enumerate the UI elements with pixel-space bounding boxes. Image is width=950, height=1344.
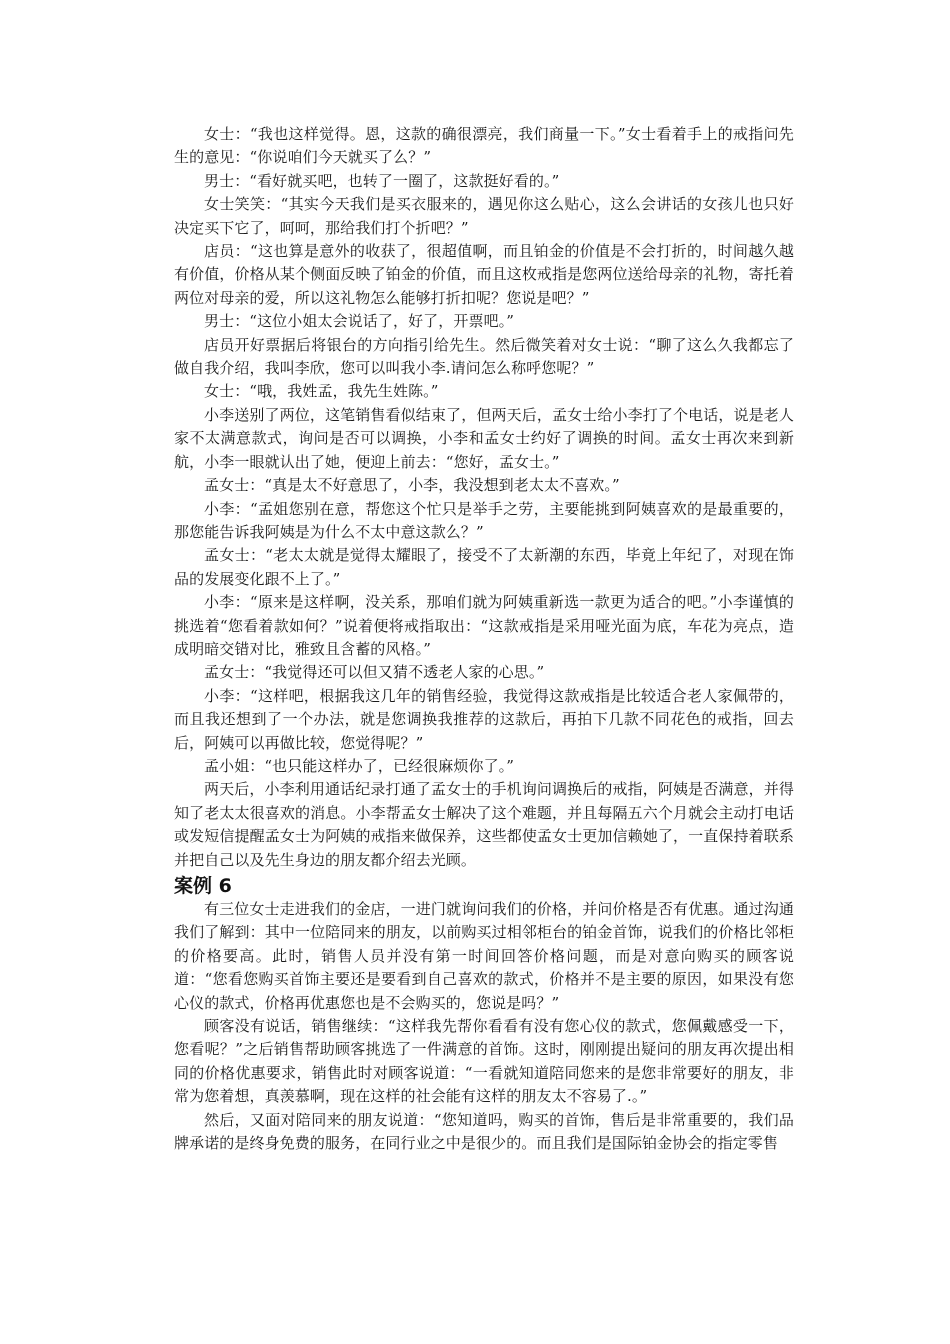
case-6-body — [174, 898, 794, 1155]
paragraph: 男士：“看好就买吧，也转了一圈了，这款挺好看的。” — [204, 171, 560, 190]
paragraph: 孟小姐：“也只能这样办了，已经很麻烦你了。” — [204, 756, 515, 775]
paragraph: 孟女士：“老太太就是觉得太耀眼了，接受不了太新潮的东西，毕竟上年纪了，对现在饰品的发展变化跟不上了。” — [174, 546, 794, 588]
paragraph: 女士：“我也这样觉得。恩，这款的确很漂亮，我们商量一下。”女士看着手上的戒指问先生的意见：“你说咱们今天就买了么？” — [174, 125, 794, 167]
paragraph: 顾客没有说话，销售继续：“这样我先帮你看看有没有您心仪的款式，您佩戴感受一下，您看呢？”之后销售帮助顾客挑选了一件满意的首饰。这时，刚刚提出疑问的朋友再次提出相同的价格优惠要求，销售此时对顾客说道：“一看就知道陪同您来的是您非常要好的朋友，非常为您着想，真羡慕啊，现在这样的社会能有这样的朋友太不容易了.。” — [174, 1017, 794, 1106]
case-5-continuation — [174, 123, 794, 872]
paragraph: 然后，又面对陪同来的朋友说道：“您知道吗，购买的首饰，售后是非常重要的，我们品牌承诺的是终身免费的服务，在同行业之中是很少的。而且我们是国际铂金协会的指定零售 — [174, 1110, 794, 1153]
paragraph: 有三位女士走进我们的金店，一进门就询问我们的价格，并问价格是否有优惠。通过沟通我们了解到：其中一位陪同来的朋友，以前购买过相邻柜台的铂金首饰，说我们的价格比邻柜的价格要高。此时，销售人员并没有第一时间回答价格问题，而是对意向购买的顾客说道：“您看您购买首饰主要还是要看到自己喜欢的款式，价格并不是主要的原因，如果没有您心仪的款式，价格再优惠您也是不会购买的，您说是吗？” — [174, 900, 794, 1012]
paragraph: 女士笑笑：“其实今天我们是买衣服来的，遇见你这么贴心，这么会讲话的女孩儿也只好决定买下它了，呵呵，那给我们打个折吧？” — [174, 195, 794, 237]
paragraph: 男士：“这位小姐太会说话了，好了，开票吧。” — [204, 312, 515, 331]
paragraph: 小李送别了两位，这笔销售看似结束了，但两天后，孟女士给小李打了个电话，说是老人家不太满意款式，询问是否可以调换，小李和孟女士约好了调换的时间。孟女士再次来到新航，小李一眼就认出了她，便迎上前去：“您好，孟女士。” — [174, 405, 794, 471]
document-body — [174, 123, 794, 1155]
paragraph: 小李：“孟姐您别在意，帮您这个忙只是举手之劳，主要能挑到阿姨喜欢的是最重要的，那您能告诉我阿姨是为什么不太中意这款么？” — [174, 499, 794, 541]
paragraph: 孟女士：“真是太不好意思了，小李，我没想到老太太不喜欢。” — [204, 476, 620, 495]
paragraph: 店员开好票据后将银台的方向指引给先生。然后微笑着对女士说：“聊了这么久我都忘了做自我介绍，我叫李欣，您可以叫我小李.请问怎么称呼您呢？” — [174, 335, 794, 378]
paragraph: 女士：“哦，我姓孟，我先生姓陈。” — [204, 382, 439, 401]
paragraph: 店员：“这也算是意外的收获了，很超值啊，而且铂金的价值是不会打折的，时间越久越有价值，价格从某个侧面反映了铂金的价值，而且这枚戒指是您两位送给母亲的礼物，寄托着两位对母亲的爱，所以这礼物怎么能够打折扣呢？您说是吧？” — [174, 242, 794, 307]
case-6-heading: 案例 6 — [174, 875, 232, 897]
paragraph: 小李：“原来是这样啊，没关系，那咱们就为阿姨重新选一款更为适合的吧。”小李谨慎的挑选着“您看着款如何？”说着便将戒指取出：“这款戒指是采用哑光面为底，车花为亮点，造成明暗交错对比，雅致且含蓄的风格。” — [174, 593, 794, 658]
paragraph: 两天后，小李利用通话纪录打通了孟女士的手机询问调换后的戒指，阿姨是否满意，并得知了老太太很喜欢的消息。小李帮孟女士解决了这个难题，并且每隔五六个月就会主动打电话或发短信提醒孟女士为阿姨的戒指来做保养，这些都使孟女士更加信赖她了，一直保持着联系并把自己以及先生身边的朋友都介绍去光顾。 — [174, 780, 794, 869]
paragraph: 小李：“这样吧，根据我这几年的销售经验，我觉得这款戒指是比较适合老人家佩带的，而且我还想到了一个办法，就是您调换我推荐的这款后，再拍下几款不同花色的戒指，回去后，阿姨可以再做比较，您觉得呢？” — [174, 686, 794, 752]
paragraph: 孟女士：“我觉得还可以但又猜不透老人家的心思。” — [204, 663, 545, 682]
